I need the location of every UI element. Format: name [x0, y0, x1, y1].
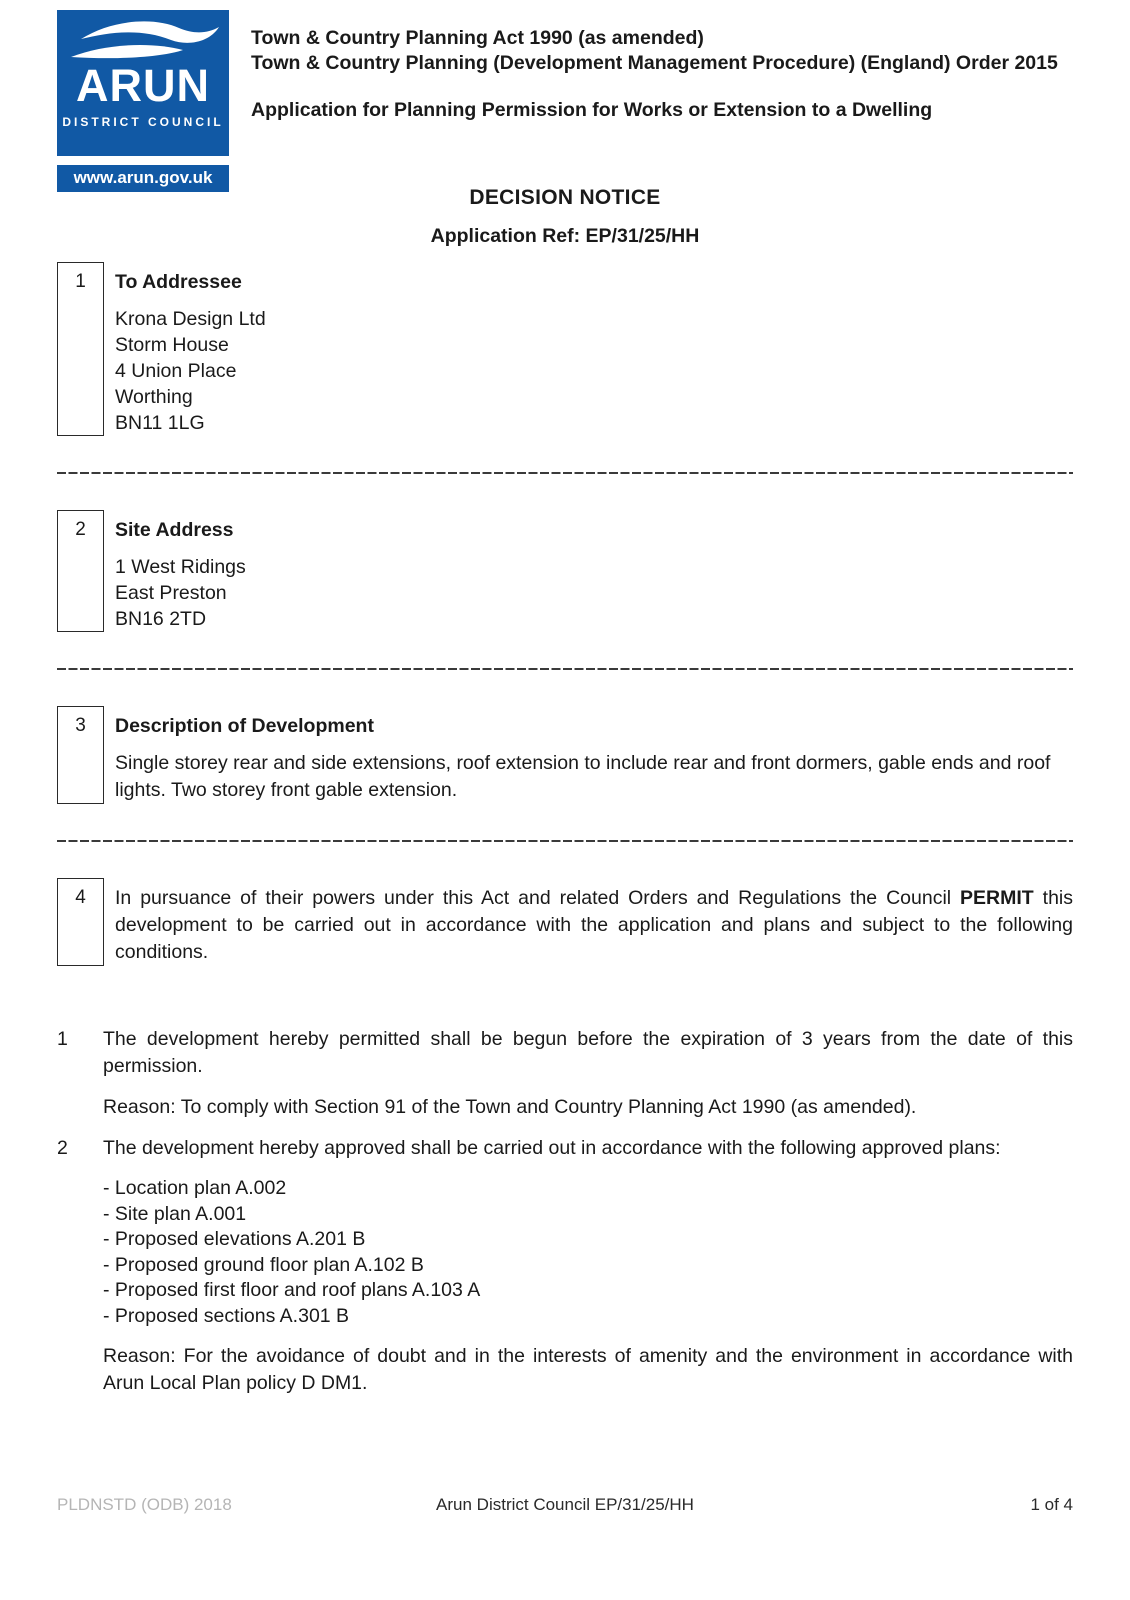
decision-text-before: In pursuance of their powers under this Act and related Orders and Regulations the Council [115, 887, 961, 909]
condition-body [103, 1026, 1073, 1121]
section-site-address [57, 510, 1073, 632]
condition-body [103, 1135, 1073, 1397]
document-title: DECISION NOTICE [469, 186, 661, 209]
logo-name: ARUN [76, 60, 210, 111]
separator [57, 472, 1073, 474]
condition-2 [57, 1135, 1073, 1397]
footer [57, 1495, 1073, 1515]
section-heading: Description of Development [115, 715, 374, 737]
separator [57, 668, 1073, 670]
section-heading: To Addressee [115, 271, 242, 293]
header-order-line: Town & Country Planning (Development Management Procedure) (England) Order 2015 [251, 51, 1058, 74]
section-number-box: 1 [57, 262, 104, 436]
section-description [57, 706, 1073, 804]
condition-number: 2 [57, 1137, 68, 1159]
condition-number: 1 [57, 1028, 68, 1050]
section-decision [57, 878, 1073, 966]
decision-text-after: this development to be carried out in accordance with the application and plans and subject to the following conditions. [115, 887, 1073, 963]
section-content [115, 262, 1073, 436]
approved-plans-list [103, 1176, 1073, 1329]
footer-reference: Arun District Council EP/31/25/HH [436, 1495, 694, 1514]
plan-list-item: - Proposed first floor and roof plans A.103 A [103, 1279, 481, 1301]
arun-logo [57, 10, 229, 192]
address-line: Storm House [115, 334, 229, 356]
address-line: Worthing [115, 386, 193, 408]
address-line: Krona Design Ltd [115, 308, 266, 330]
reason-text: Reason: For the avoidance of doubt and in the interests of amenity and the environment in accordance with Arun Local Plan policy D DM1. [103, 1345, 1073, 1394]
section-content [115, 878, 1073, 966]
arun-logo-box [57, 10, 229, 156]
reason-text: Reason: To comply with Section 91 of the Town and Country Planning Act 1990 (as amended). [103, 1096, 917, 1118]
conditions-list [57, 1026, 1073, 1397]
section-content [115, 706, 1073, 804]
condition-text: The development hereby approved shall be carried out in accordance with the following approved plans: [103, 1137, 1001, 1159]
decision-text [115, 885, 1073, 966]
header [57, 10, 1073, 192]
logo-subtitle: DISTRICT COUNCIL [62, 115, 224, 129]
plan-list-item: - Proposed ground floor plan A.102 B [103, 1253, 424, 1276]
address-line: BN16 2TD [115, 608, 207, 630]
permit-label: PERMIT [960, 887, 1034, 909]
plan-list-item: - Site plan A.001 [103, 1202, 247, 1225]
logo-website-bar: www.arun.gov.uk [57, 165, 229, 192]
application-ref: Application Ref: EP/31/25/HH [430, 225, 700, 247]
section-addressee [57, 262, 1073, 436]
plan-list-item: - Proposed elevations A.201 B [103, 1228, 366, 1250]
header-text [251, 10, 1073, 192]
section-number-box: 2 [57, 510, 104, 632]
header-application-line: Application for Planning Permission for Works or Extension to a Dwelling [251, 98, 933, 121]
footer-page-number: 1 of 4 [1030, 1495, 1073, 1514]
address-line: 1 West Ridings [115, 556, 246, 578]
condition-text: The development hereby permitted shall be begun before the expiration of 3 years from the date of this permission. [103, 1028, 1073, 1077]
plan-list-item: - Proposed sections A.301 B [103, 1304, 350, 1327]
address-line: 4 Union Place [115, 360, 237, 382]
section-content [115, 510, 1073, 632]
sections [57, 262, 1073, 966]
address-line: East Preston [115, 582, 227, 604]
description-text: Single storey rear and side extensions, roof extension to include rear and front dormers, gable ends and roof lights. Two storey front gable extension. [115, 752, 1051, 801]
plan-list-item: - Location plan A.002 [103, 1177, 287, 1199]
address-line: BN11 1LG [115, 412, 205, 434]
section-number-box: 3 [57, 706, 104, 804]
separator [57, 840, 1073, 842]
header-act-line: Town & Country Planning Act 1990 (as amended) [251, 27, 704, 49]
title-area [57, 186, 1073, 248]
section-number-box: 4 [57, 878, 104, 966]
condition-1 [57, 1026, 1073, 1121]
footer-document-code: PLDNSTD (ODB) 2018 [57, 1495, 232, 1514]
section-heading: Site Address [115, 519, 234, 541]
